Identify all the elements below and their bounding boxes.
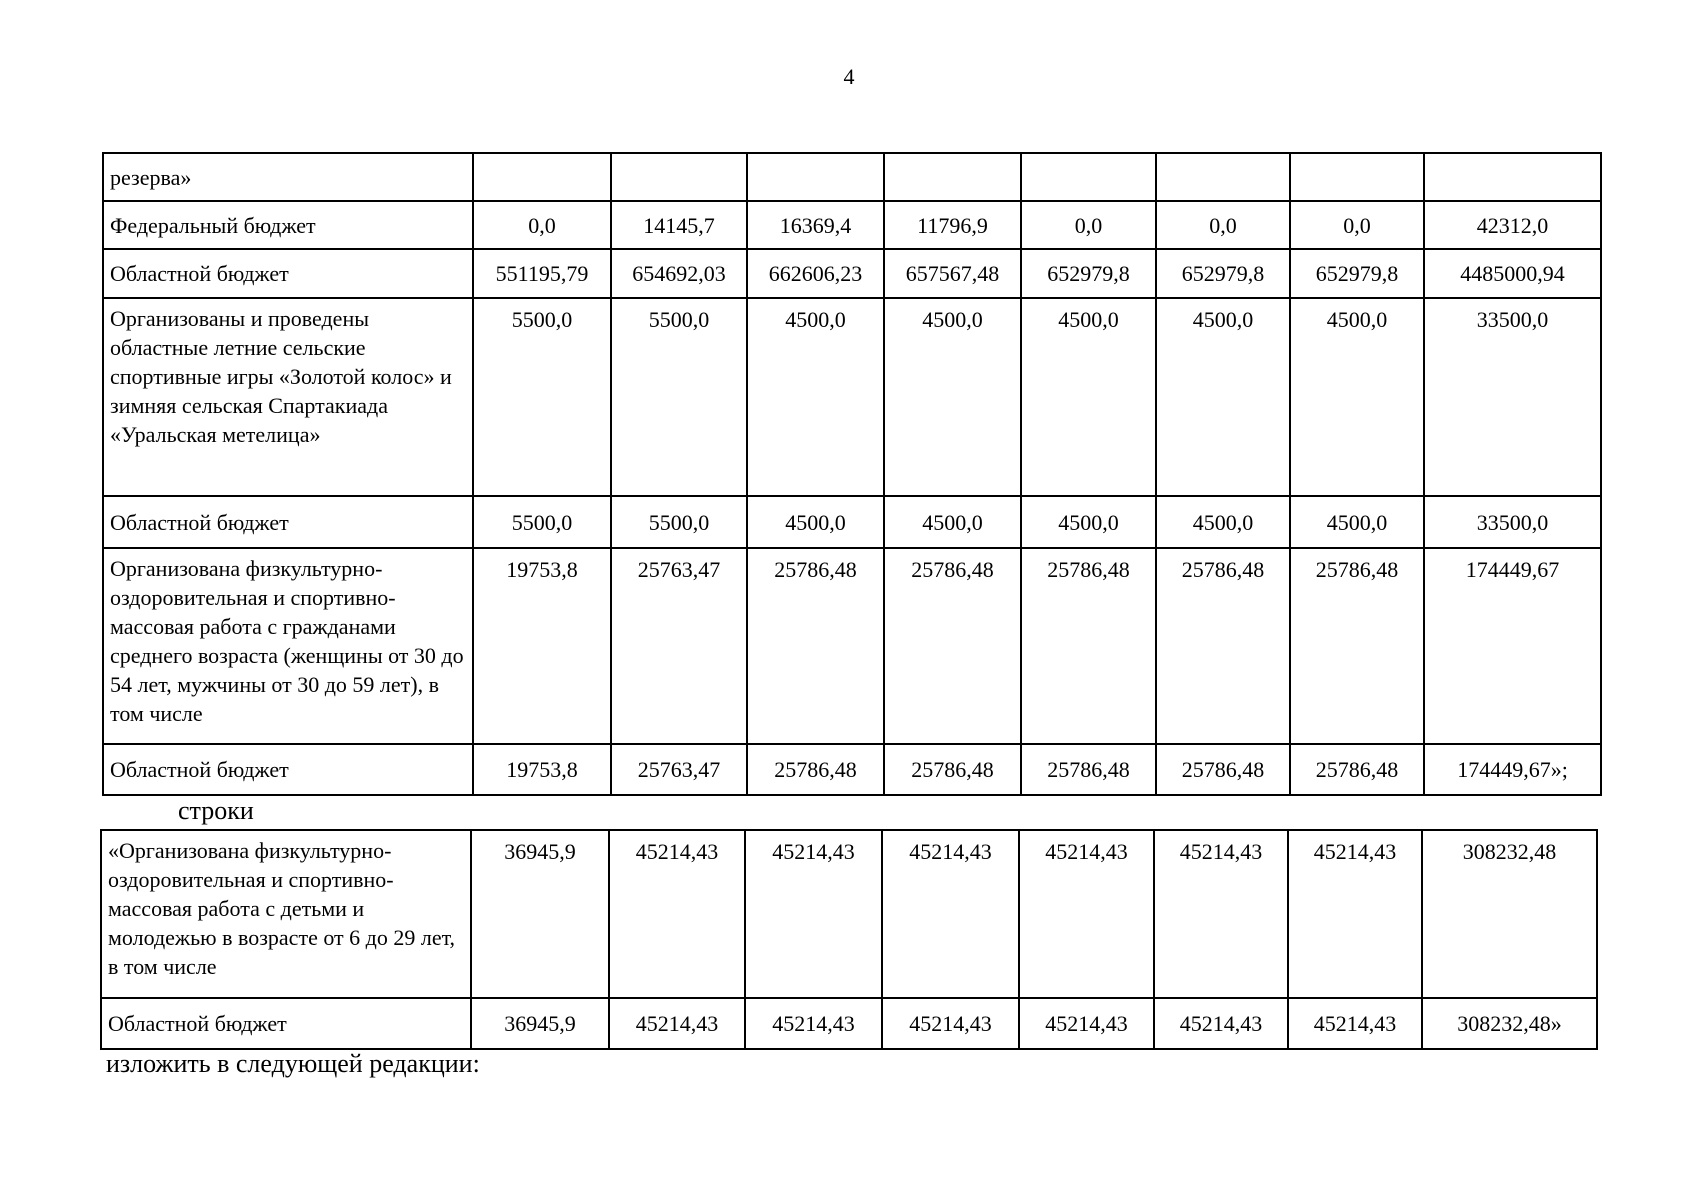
cell-value xyxy=(611,153,747,201)
cell-value: 551195,79 xyxy=(473,249,611,298)
cell-value: 308232,48» xyxy=(1422,998,1597,1049)
cell-value: 174449,67 xyxy=(1424,548,1601,744)
cell-value: 25786,48 xyxy=(747,744,884,795)
cell-value: 42312,0 xyxy=(1424,201,1601,249)
cell-value: 4500,0 xyxy=(747,496,884,548)
cell-value: 652979,8 xyxy=(1021,249,1156,298)
cell-value xyxy=(473,153,611,201)
cell-value: 36945,9 xyxy=(471,830,609,998)
cell-value: 36945,9 xyxy=(471,998,609,1049)
row-label: Организована физкультурно-оздоровительная и спортивно-массовая работа с гражданами среднего возраста (женщины от 30 до 54 лет, мужчины от 30 до 59 лет), в том числе xyxy=(103,548,473,744)
cell-value xyxy=(884,153,1021,201)
cell-value: 25763,47 xyxy=(611,744,747,795)
closing-text: изложить в следующей редакции: xyxy=(106,1049,480,1078)
cell-value: 25763,47 xyxy=(611,548,747,744)
cell-value: 45214,43 xyxy=(1288,998,1422,1049)
cell-value: 4500,0 xyxy=(1156,496,1290,548)
table-row xyxy=(101,998,1597,1049)
cell-value: 4485000,94 xyxy=(1424,249,1601,298)
cell-value: 5500,0 xyxy=(473,298,611,496)
cell-value: 25786,48 xyxy=(1290,744,1424,795)
cell-value: 19753,8 xyxy=(473,548,611,744)
cell-value: 25786,48 xyxy=(1156,744,1290,795)
cell-value: 45214,43 xyxy=(1288,830,1422,998)
cell-value: 657567,48 xyxy=(884,249,1021,298)
table-row xyxy=(103,548,1601,744)
cell-value: 25786,48 xyxy=(1021,548,1156,744)
cell-value: 4500,0 xyxy=(1021,298,1156,496)
cell-value xyxy=(1290,153,1424,201)
cell-value: 25786,48 xyxy=(1290,548,1424,744)
cell-value: 45214,43 xyxy=(882,830,1019,998)
cell-value: 5500,0 xyxy=(611,496,747,548)
cell-value: 45214,43 xyxy=(1019,830,1154,998)
cell-value: 19753,8 xyxy=(473,744,611,795)
cell-value: 5500,0 xyxy=(611,298,747,496)
cell-value: 25786,48 xyxy=(884,744,1021,795)
cell-value: 11796,9 xyxy=(884,201,1021,249)
cell-value: 4500,0 xyxy=(1290,298,1424,496)
cell-value: 4500,0 xyxy=(884,496,1021,548)
cell-value: 45214,43 xyxy=(1154,830,1288,998)
cell-value: 0,0 xyxy=(1021,201,1156,249)
cell-value: 45214,43 xyxy=(1154,998,1288,1049)
cell-value: 25786,48 xyxy=(884,548,1021,744)
budget-table-1 xyxy=(102,152,1602,796)
table-row xyxy=(103,153,1601,201)
table-row xyxy=(103,249,1601,298)
cell-value: 4500,0 xyxy=(884,298,1021,496)
row-label: Областной бюджет xyxy=(101,998,471,1049)
cell-value: 654692,03 xyxy=(611,249,747,298)
cell-value: 33500,0 xyxy=(1424,496,1601,548)
cell-value: 4500,0 xyxy=(1021,496,1156,548)
row-label: Организованы и проведены областные летние сельские спортивные игры «Золотой колос» и зимняя сельская Спартакиада «Уральская метелица» xyxy=(103,298,473,496)
table-row xyxy=(101,830,1597,998)
table-row xyxy=(103,496,1601,548)
table-row xyxy=(103,201,1601,249)
cell-value: 174449,67»; xyxy=(1424,744,1601,795)
cell-value: 45214,43 xyxy=(745,998,882,1049)
row-label: Федеральный бюджет xyxy=(103,201,473,249)
cell-value: 45214,43 xyxy=(609,998,745,1049)
cell-value: 45214,43 xyxy=(882,998,1019,1049)
cell-value: 45214,43 xyxy=(1019,998,1154,1049)
cell-value: 14145,7 xyxy=(611,201,747,249)
cell-value: 4500,0 xyxy=(747,298,884,496)
row-label: резерва» xyxy=(103,153,473,201)
cell-value xyxy=(1156,153,1290,201)
cell-value: 4500,0 xyxy=(1156,298,1290,496)
cell-value: 16369,4 xyxy=(747,201,884,249)
transition-text: строки xyxy=(178,796,254,825)
cell-value xyxy=(747,153,884,201)
row-label: Областной бюджет xyxy=(103,249,473,298)
cell-value: 662606,23 xyxy=(747,249,884,298)
row-label: «Организована физкультурно-оздоровительная и спортивно-массовая работа с детьми и молодежью в возрасте от 6 до 29 лет, в том числе xyxy=(101,830,471,998)
cell-value: 308232,48 xyxy=(1422,830,1597,998)
cell-value: 33500,0 xyxy=(1424,298,1601,496)
page-number: 4 xyxy=(843,64,855,89)
cell-value: 25786,48 xyxy=(1021,744,1156,795)
cell-value: 0,0 xyxy=(473,201,611,249)
cell-value: 0,0 xyxy=(1156,201,1290,249)
table-row xyxy=(103,298,1601,496)
cell-value: 4500,0 xyxy=(1290,496,1424,548)
cell-value xyxy=(1424,153,1601,201)
cell-value: 5500,0 xyxy=(473,496,611,548)
cell-value: 0,0 xyxy=(1290,201,1424,249)
budget-table-2 xyxy=(100,829,1598,1050)
cell-value: 652979,8 xyxy=(1156,249,1290,298)
cell-value xyxy=(1021,153,1156,201)
row-label: Областной бюджет xyxy=(103,496,473,548)
table-row xyxy=(103,744,1601,795)
cell-value: 25786,48 xyxy=(747,548,884,744)
cell-value: 652979,8 xyxy=(1290,249,1424,298)
cell-value: 45214,43 xyxy=(609,830,745,998)
cell-value: 45214,43 xyxy=(745,830,882,998)
row-label: Областной бюджет xyxy=(103,744,473,795)
cell-value: 25786,48 xyxy=(1156,548,1290,744)
